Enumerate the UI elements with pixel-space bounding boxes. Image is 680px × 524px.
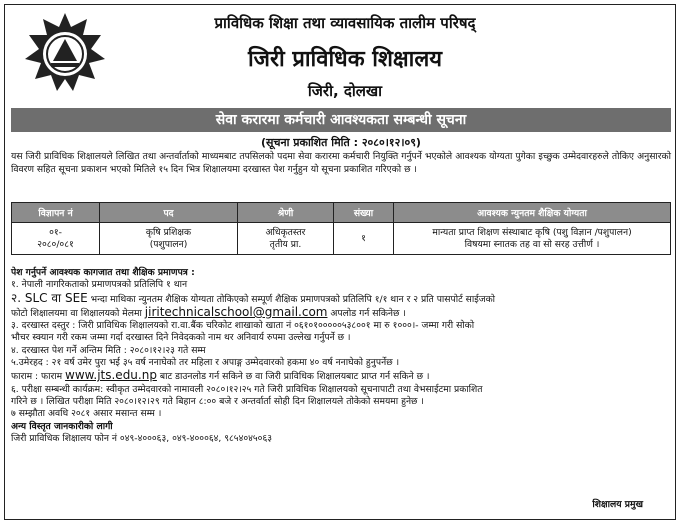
council-name: प्राविधिक शिक्षा तथा व्यावसायिक तालीम परिषद् [214, 14, 476, 32]
letterhead [5, 5, 677, 107]
contact-info: जिरी प्राविधिक शिक्षालय फोन नं ०४९-४०००६३, ०४९-४०००६४, ९८५४०४५०६३ [11, 432, 273, 444]
cell-count: १ [334, 223, 394, 255]
school-address: जिरी, दोलखा [307, 82, 383, 100]
table-row [12, 223, 671, 255]
col-header-qualification: आवश्यक न्युनतम शैक्षिक योग्यता [394, 203, 671, 223]
doc-item-7: ७ सम्झौता अवधि २०८१ असार मसान्त सम्म । [11, 408, 162, 420]
col-header-count: संख्या [334, 203, 394, 223]
cell-grade [238, 223, 334, 255]
notice-title-banner: सेवा करारमा कर्मचारी आवश्यकता सम्बन्धी सूचना [11, 108, 671, 132]
doc-item-6-cont: गरिने छ । लिखित परीक्षा मिति २०८०।१२।२९ गते बिहान ८:०० बजे र अन्तर्वार्ता सोही दिन शिक्षालयले तोकेको समयमा हुनेछ । [11, 395, 424, 407]
doc-item-3: ३. दरखास्त दस्तुर : जिरी प्राविधिक शिक्षालयको रा.वा.बैंक चरिकोट शाखाको खाता नं ०६१०१०००००५३८००१ मा रु १०००।- जम्मा गरी सोको [11, 320, 475, 332]
doc-item-2-text-c: अपलोड गर्न सकिनेछ । [327, 307, 406, 319]
doc-item-3-cont: भौचर स्क्यान गरी रकम जम्मा गर्दा दरखास्त दिने निवेदकको नाम थर अनिवार्य रुपमा उल्लेख गर्नुपर्ने छ । [11, 332, 351, 344]
cell-post [100, 223, 238, 255]
form-text-b: बाट डाउनलोड गर्न सकिने छ वा जिरी प्राविधिक शिक्षालयबाट प्राप्त गर्न सकिने छ । [156, 371, 430, 383]
intro-paragraph: यस जिरी प्राविधिक शिक्षालयले लिखित तथा अन्तर्वार्ताको माध्यमबाट तपसिलको पदमा सेवा करारमा कर्मचारी नियुक्ति गर्नुपर्ने भएकोले आवश्यक योग्यता पुगेका इच्छुक उम्मेदवारहरुले तोकिए अनुसारको विवरण सहित सूचना प्रकाशन भएको मितिले १५ दिन भित्र शिक्षालयमा दरखास्त पेश गर्नुहुन यो सूचना प्रकाशित गरिएको छ । [11, 151, 671, 175]
requirements-section [11, 267, 671, 510]
emblem-logo [21, 11, 109, 93]
website-link[interactable]: www.jts.edu.np [65, 368, 157, 383]
school-email-link[interactable]: jiritechnicalschool@gmail.com [144, 304, 328, 319]
documents-heading: पेश गर्नुपर्ने आवश्यक कागजात तथा शैक्षिक प्रमाणपत्र : [11, 267, 195, 278]
qualification-line2: विषयमा स्नातक तह वा सो सरह उत्तीर्ण । [464, 238, 600, 250]
post-line2: (पशुपालन) [149, 238, 188, 250]
publication-date: (सूचना प्रकाशित मिति : २०८०।१२।०९) [261, 136, 421, 149]
form-download [11, 369, 671, 383]
school-name: जिरी प्राविधिक शिक्षालय [247, 47, 443, 72]
doc-item-4: ४. दरखास्त पेश गर्ने अन्तिम मिति : २०८०।१२।२३ गते सम्म [11, 344, 206, 356]
vacancy-table [11, 202, 671, 255]
col-header-ad-no: विज्ञापन नं [12, 203, 100, 223]
doc-item-2-text-b: फोटो शिक्षालयमा वा शिक्षालयको मेलमा [11, 307, 145, 319]
cell-ad-no [12, 223, 100, 255]
form-text-a: फाराम : फाराम [11, 371, 66, 383]
doc-item-2-text: भन्दा माथिका न्युनतम शैक्षिक योग्यता तोकिएको सम्पूर्ण शैक्षिक प्रमाणपत्रको प्रतिलिपि १/१ थान र २ प्रति पासपोर्ट साईजको [87, 293, 496, 305]
doc-item-2 [11, 292, 671, 306]
doc-item-6: ६. परीक्षा सम्बन्धी कार्यक्रम: स्वीकृत उम्मेदवारको नामावली २०८०।१२।२५ गते जिरी प्राविधिक शिक्षालयको सूचनापाटी तथा वेभसाईटमा प्रकाशित [11, 383, 483, 395]
col-header-post: पद [100, 203, 238, 223]
doc-item-2-cont [11, 306, 671, 320]
qualification-line1: मान्यता प्राप्त शिक्षण संस्थाबाट कृषि (पशु विज्ञान /पशुपालन) [432, 226, 632, 238]
post-line1: कृषि प्रशिक्षक [145, 226, 192, 238]
ad-no-line2: २०८०/०८१ [37, 238, 74, 250]
table-header-row [12, 203, 671, 223]
grade-line2: तृतीय प्रा. [269, 238, 302, 250]
doc-item-1: १. नेपाली नागरिकताको प्रमाणपत्रको प्रतिलिपि १ थान [11, 279, 188, 291]
signature-title: शिक्षालय प्रमुख [592, 499, 643, 510]
cell-qualification [394, 223, 671, 255]
grade-line1: अधिकृतस्तर [265, 226, 306, 238]
slc-see-label: २. SLC वा SEE [11, 290, 88, 305]
notice-document [4, 4, 676, 520]
ad-no-line1: ०१- [49, 226, 62, 238]
doc-item-5: ५.उमेरहद : २१ वर्ष उमेर पुरा भई ३५ वर्ष ननाघेको तर महिला र अपाङ्ग उम्मेदवारको हकमा ४० वर्ष ननाघेको हुनुपर्नेछ । [11, 357, 400, 369]
col-header-grade: श्रेणी [238, 203, 334, 223]
contact-heading: अन्य विस्तृत जानकारीको लागी [11, 420, 113, 432]
